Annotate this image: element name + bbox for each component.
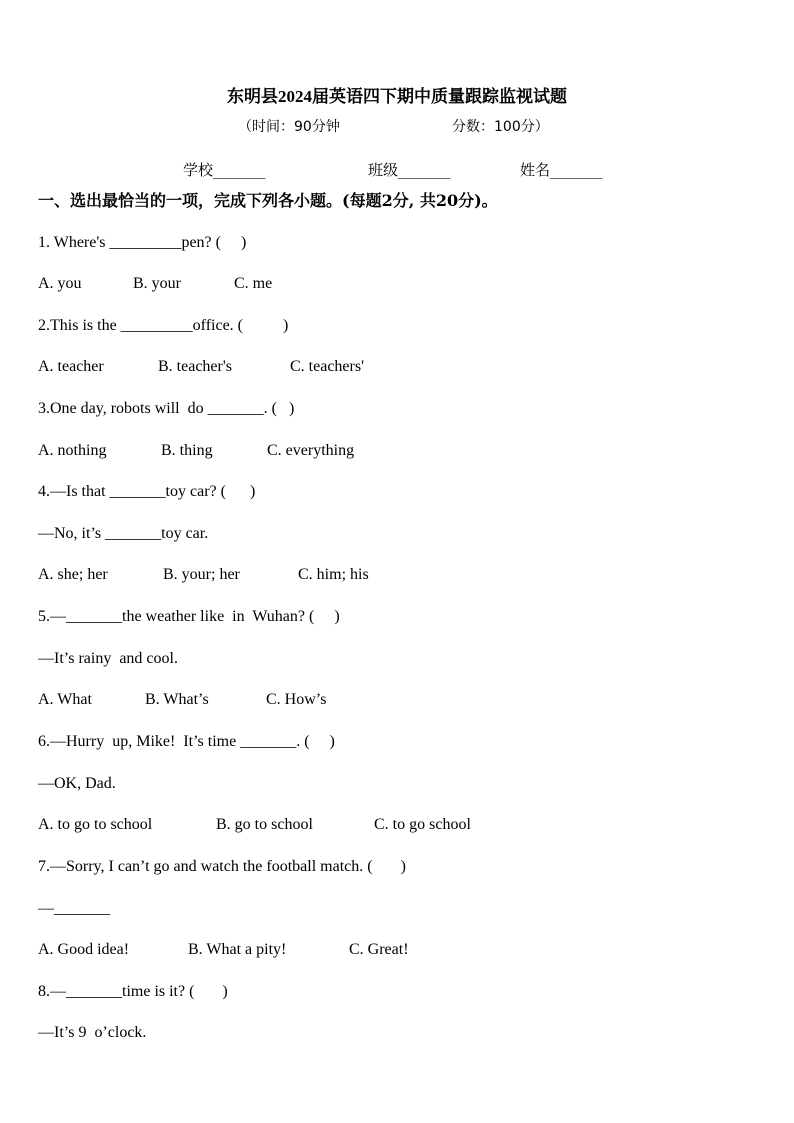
question-7-option-a: A. Good idea!	[38, 941, 130, 958]
question-5-option-a: A. What	[38, 691, 92, 708]
question-2-stem: 2.This is the _________office. ( )	[38, 317, 289, 334]
question-6-answer-line: —OK, Dad.	[38, 775, 116, 792]
question-3-option-c: C. everything	[267, 442, 355, 459]
question-2-option-a: A. teacher	[38, 358, 104, 375]
question-6-option-c: C. to go school	[374, 816, 471, 833]
question-5-stem: 5.—_______the weather like in Wuhan? ( )	[38, 608, 340, 625]
exam-score: 分数：100分）	[452, 119, 549, 135]
question-7-option-b: B. What a pity!	[188, 941, 287, 958]
question-3-option-b: B. thing	[161, 442, 213, 459]
question-1-option-b: B. your	[133, 275, 181, 292]
question-2-option-c: C. teachers'	[290, 358, 364, 375]
question-6-option-a: A. to go to school	[38, 816, 153, 833]
question-8-answer-line: —It’s 9 o’clock.	[38, 1024, 147, 1041]
exam-title: 东明县2024届英语四下期中质量跟踪监视试题	[227, 87, 567, 106]
question-1-option-a: A. you	[38, 275, 82, 292]
question-7-stem: 7.—Sorry, I can’t go and watch the football match. ( )	[38, 858, 406, 875]
question-8-stem: 8.—_______time is it? ( )	[38, 983, 228, 1000]
question-4-option-c: C. him; his	[298, 566, 369, 583]
question-6-option-b: B. go to school	[216, 816, 313, 833]
question-4-stem: 4.—Is that _______toy car? ( )	[38, 483, 256, 500]
name-field: 姓名_______	[520, 161, 603, 179]
question-1-stem: 1. Where's _________pen? ( )	[38, 234, 247, 251]
question-1-option-c: C. me	[234, 275, 273, 292]
question-4-answer-line: —No, it’s _______toy car.	[38, 525, 209, 542]
question-7-answer-line: —_______	[38, 900, 110, 917]
question-3-option-a: A. nothing	[38, 442, 107, 459]
question-3-stem: 3.One day, robots will do _______. ( )	[38, 400, 295, 417]
question-4-option-b: B. your; her	[163, 566, 240, 583]
question-2-option-b: B. teacher's	[158, 358, 232, 375]
exam-time: （时间：90分钟	[238, 119, 340, 135]
question-6-stem: 6.—Hurry up, Mike! It’s time _______. ( )	[38, 733, 335, 750]
school-field: 学校_______	[183, 161, 266, 179]
question-5-option-b: B. What’s	[145, 691, 209, 708]
question-5-option-c: C. How’s	[266, 691, 327, 708]
question-5-answer-line: —It’s rainy and cool.	[38, 650, 178, 667]
section-heading: 一、选出最恰当的一项，完成下列各小题。(每题2分, 共20分)。	[38, 191, 498, 210]
question-7-option-c: C. Great!	[349, 941, 409, 958]
class-field: 班级_______	[368, 161, 451, 179]
question-4-option-a: A. she; her	[38, 566, 108, 583]
